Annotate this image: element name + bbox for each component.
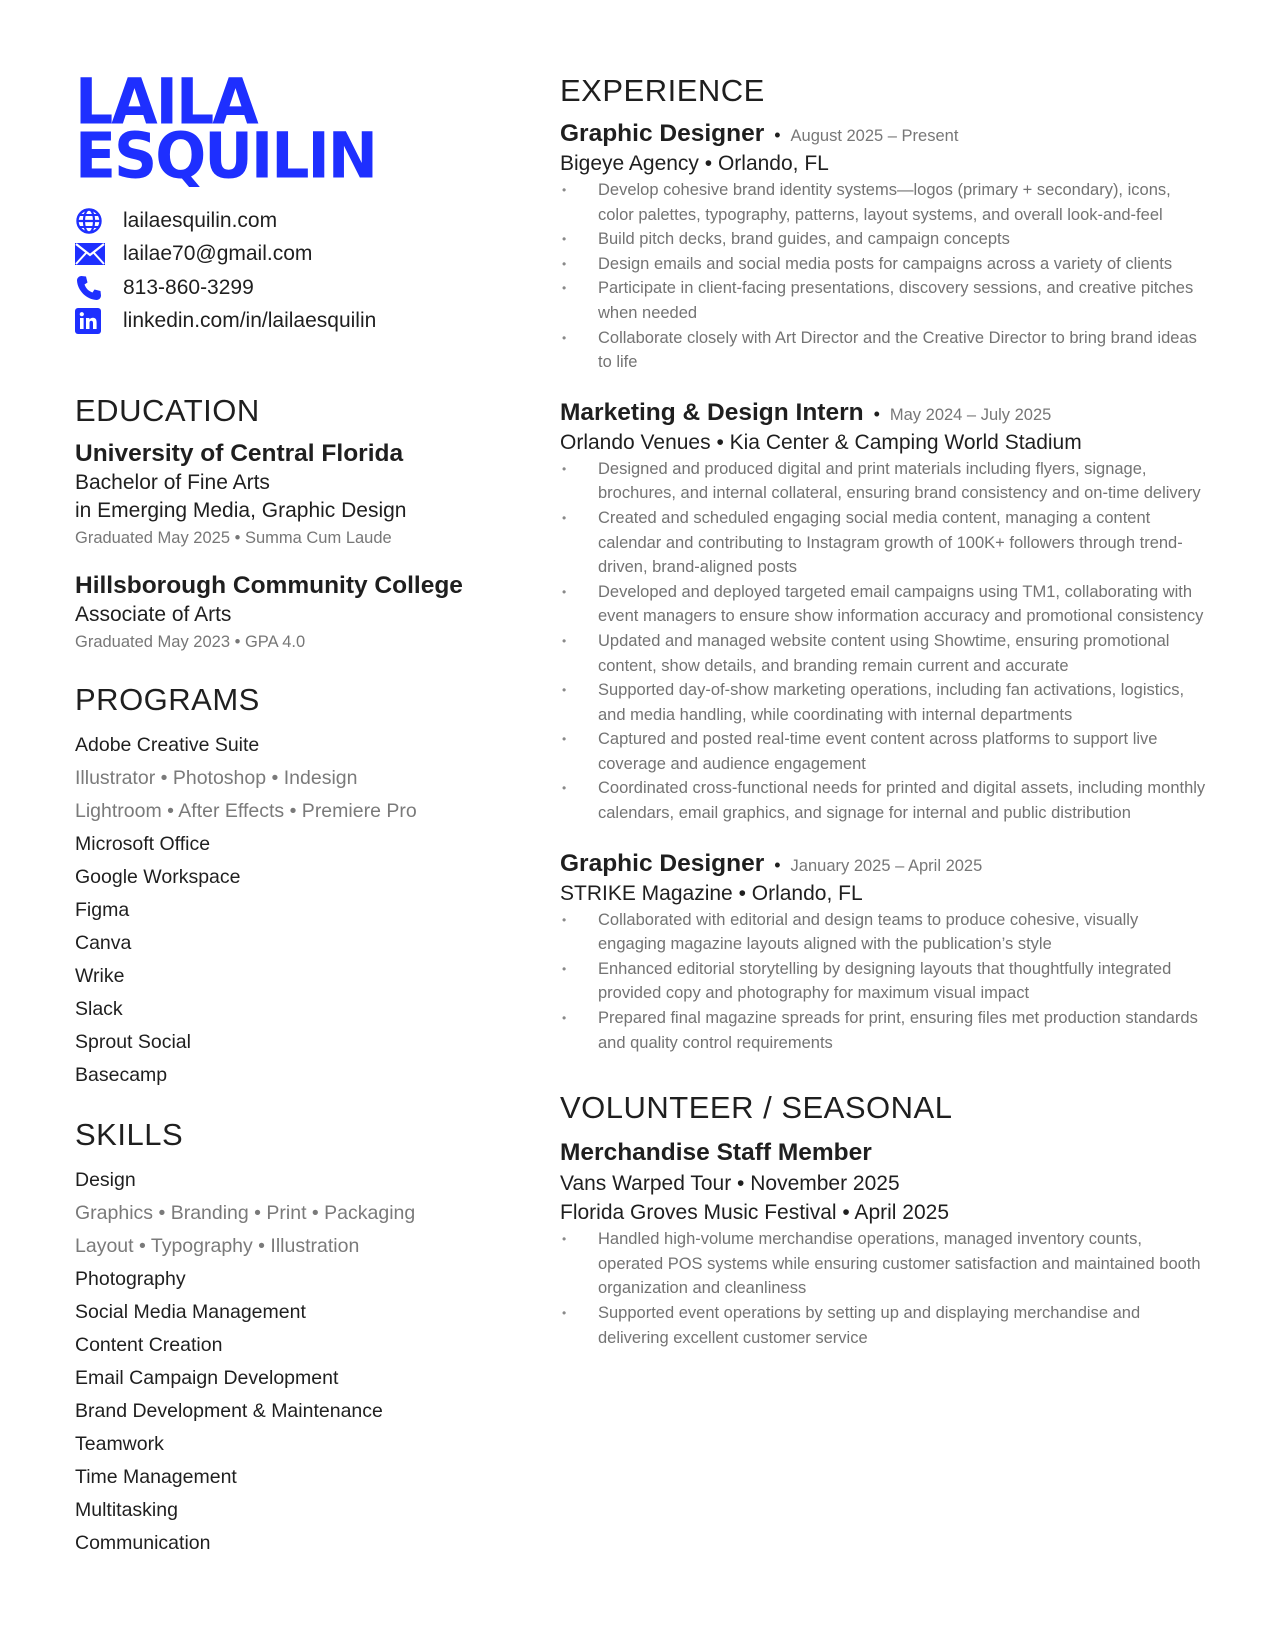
job-entry bbox=[560, 118, 1210, 375]
bullet-item: • Enhanced editorial storytelling by designing layouts that thoughtfully integrated provided copy and photography for maximum visual impact bbox=[560, 957, 1210, 1006]
school-name: Hillsborough Community College bbox=[75, 572, 463, 599]
job-title: Marketing & Design Intern bbox=[560, 398, 864, 426]
job-separator: • bbox=[873, 403, 880, 424]
contact-email-text: lailae70@gmail.com bbox=[123, 242, 313, 266]
skill-item: Layout • Typography • Illustration bbox=[75, 1235, 360, 1257]
skill-item: Multitasking bbox=[75, 1499, 178, 1521]
bullet-item: • Captured and posted real-time event content across platforms to support live coverage and audience engagement bbox=[560, 727, 1210, 776]
job-entry bbox=[560, 848, 1210, 1056]
bullet-item: • Supported day-of-show marketing operations, including fan activations, logistics, and media handling, while coordinating with internal departments bbox=[560, 678, 1210, 727]
job-separator: • bbox=[774, 854, 781, 875]
skill-item: Time Management bbox=[75, 1466, 237, 1488]
degree-line: Bachelor of Fine Arts bbox=[75, 471, 270, 494]
bullet-item: • Collaborate closely with Art Director and the Creative Director to bring brand ideas to life bbox=[560, 326, 1210, 375]
job-title-line bbox=[560, 118, 1210, 150]
volunteer-bullets bbox=[560, 1227, 1210, 1350]
program-item: Lightroom • After Effects • Premiere Pro bbox=[75, 800, 417, 822]
job-date: August 2025 – Present bbox=[790, 127, 959, 145]
bullet-item: • Designed and produced digital and print materials including flyers, signage, brochures, and internal collateral, ensuring brand consistency and on-time delivery bbox=[560, 457, 1210, 506]
education-heading: EDUCATION bbox=[75, 393, 260, 428]
right-column bbox=[560, 72, 1210, 1350]
skill-item: Photography bbox=[75, 1268, 186, 1290]
program-item: Figma bbox=[75, 899, 130, 921]
bullet-item: • Updated and managed website content using Showtime, ensuring promotional content, show details, and branding remain current and accurate bbox=[560, 629, 1210, 678]
job-bullets bbox=[560, 178, 1210, 375]
contact-linkedin-text: linkedin.com/in/lailaesquilin bbox=[123, 309, 377, 333]
linkedin-icon bbox=[75, 307, 105, 335]
bullet-item: • Supported event operations by setting up and displaying merchandise and delivering excellent customer service bbox=[560, 1301, 1210, 1350]
last-name: ESQUILIN bbox=[75, 119, 377, 194]
bullet-item: • Participate in client-facing presentations, discovery sessions, and creative pitches when needed bbox=[560, 276, 1210, 325]
job-title: Graphic Designer bbox=[560, 120, 765, 147]
programs-list bbox=[75, 729, 515, 1092]
globe-icon bbox=[75, 207, 105, 235]
volunteer-heading: VOLUNTEER / SEASONAL bbox=[560, 1090, 953, 1126]
job-title-line bbox=[560, 848, 1210, 880]
experience-list bbox=[560, 118, 1210, 1055]
bullet-item: • Collaborated with editorial and design teams to produce cohesive, visually engaging magazine layouts aligned with the publication’s style bbox=[560, 908, 1210, 957]
bullet-item: • Developed and deployed targeted email campaigns using TM1, collaborating with event managers to ensure show information accuracy and promotional consistency bbox=[560, 580, 1210, 629]
skill-item: Social Media Management bbox=[75, 1301, 306, 1323]
bullet-item: • Build pitch decks, brand guides, and campaign concepts bbox=[560, 227, 1210, 252]
skill-item: Email Campaign Development bbox=[75, 1367, 339, 1389]
skill-item: Brand Development & Maintenance bbox=[75, 1400, 383, 1422]
name-logo bbox=[75, 65, 515, 194]
program-item: Google Workspace bbox=[75, 866, 241, 888]
degree-line: in Emerging Media, Graphic Design bbox=[75, 499, 407, 522]
contact-website-text: lailaesquilin.com bbox=[123, 208, 278, 232]
program-item: Slack bbox=[75, 998, 123, 1020]
left-column bbox=[75, 65, 515, 1560]
job-company: STRIKE Magazine • Orlando, FL bbox=[560, 881, 863, 905]
skill-item: Content Creation bbox=[75, 1334, 223, 1356]
program-item: Sprout Social bbox=[75, 1031, 191, 1053]
degree-line: Associate of Arts bbox=[75, 603, 232, 626]
mail-icon bbox=[75, 240, 105, 268]
contact-phone-text: 813-860-3299 bbox=[123, 275, 254, 299]
program-item: Wrike bbox=[75, 965, 125, 987]
phone-icon bbox=[75, 274, 105, 302]
volunteer-entry bbox=[560, 1137, 1210, 1350]
job-company: Bigeye Agency • Orlando, FL bbox=[560, 152, 829, 175]
job-title: Graphic Designer bbox=[560, 849, 765, 877]
job-bullets bbox=[560, 908, 1210, 1056]
contact-linkedin[interactable] bbox=[75, 305, 515, 339]
job-bullets bbox=[560, 457, 1210, 826]
programs-heading: PROGRAMS bbox=[75, 682, 260, 717]
education-entry-hcc bbox=[75, 571, 515, 655]
job-date: May 2024 – July 2025 bbox=[889, 405, 1052, 424]
skill-item: Communication bbox=[75, 1532, 211, 1554]
bullet-item: • Design emails and social media posts for campaigns across a variety of clients bbox=[560, 252, 1210, 277]
first-name: LAILA bbox=[75, 65, 257, 140]
skill-item: Design bbox=[75, 1169, 136, 1191]
job-date: January 2025 – April 2025 bbox=[790, 856, 983, 875]
graduation-info: Graduated May 2023 • GPA 4.0 bbox=[75, 633, 306, 651]
program-item: Illustrator • Photoshop • Indesign bbox=[75, 767, 358, 789]
volunteer-org: Florida Groves Music Festival • April 2025 bbox=[560, 1201, 949, 1225]
job-separator: • bbox=[774, 125, 781, 145]
bullet-item: • Coordinated cross-functional needs for printed and digital assets, including monthly calendars, email graphics, and signage for internal and public distribution bbox=[560, 776, 1210, 825]
education-entry-ucf bbox=[75, 439, 515, 551]
bullet-item: • Handled high-volume merchandise operations, managed inventory counts, operated POS systems while ensuring customer satisfaction and maintained booth organization and cleanliness bbox=[560, 1227, 1210, 1301]
contact-phone[interactable] bbox=[75, 271, 515, 305]
program-item: Basecamp bbox=[75, 1064, 168, 1086]
program-item: Microsoft Office bbox=[75, 833, 211, 855]
contact-list bbox=[75, 204, 515, 338]
skill-item: Graphics • Branding • Print • Packaging bbox=[75, 1202, 416, 1224]
skills-list bbox=[75, 1164, 515, 1560]
school-name: University of Central Florida bbox=[75, 440, 404, 467]
job-title-line bbox=[560, 397, 1210, 429]
job-company: Orlando Venues • Kia Center & Camping World Stadium bbox=[560, 430, 1082, 454]
volunteer-role: Merchandise Staff Member bbox=[560, 1139, 872, 1167]
job-entry bbox=[560, 397, 1210, 826]
program-item: Canva bbox=[75, 932, 132, 954]
skills-heading: SKILLS bbox=[75, 1117, 184, 1152]
contact-email[interactable] bbox=[75, 238, 515, 272]
program-item: Adobe Creative Suite bbox=[75, 734, 260, 756]
bullet-item: • Develop cohesive brand identity systems—logos (primary + secondary), icons, color palettes, typography, patterns, layout systems, and overall look-and-feel bbox=[560, 178, 1210, 227]
bullet-item: • Prepared final magazine spreads for print, ensuring files met production standards and quality control requirements bbox=[560, 1006, 1210, 1055]
graduation-info: Graduated May 2025 • Summa Cum Laude bbox=[75, 529, 392, 547]
skill-item: Teamwork bbox=[75, 1433, 164, 1455]
bullet-item: • Created and scheduled engaging social media content, managing a content calendar and contributing to Instagram growth of 100K+ followers through trend-driven, brand-aligned posts bbox=[560, 506, 1210, 580]
contact-website[interactable] bbox=[75, 204, 515, 238]
volunteer-org: Vans Warped Tour • November 2025 bbox=[560, 1172, 900, 1196]
experience-heading: EXPERIENCE bbox=[560, 73, 765, 108]
